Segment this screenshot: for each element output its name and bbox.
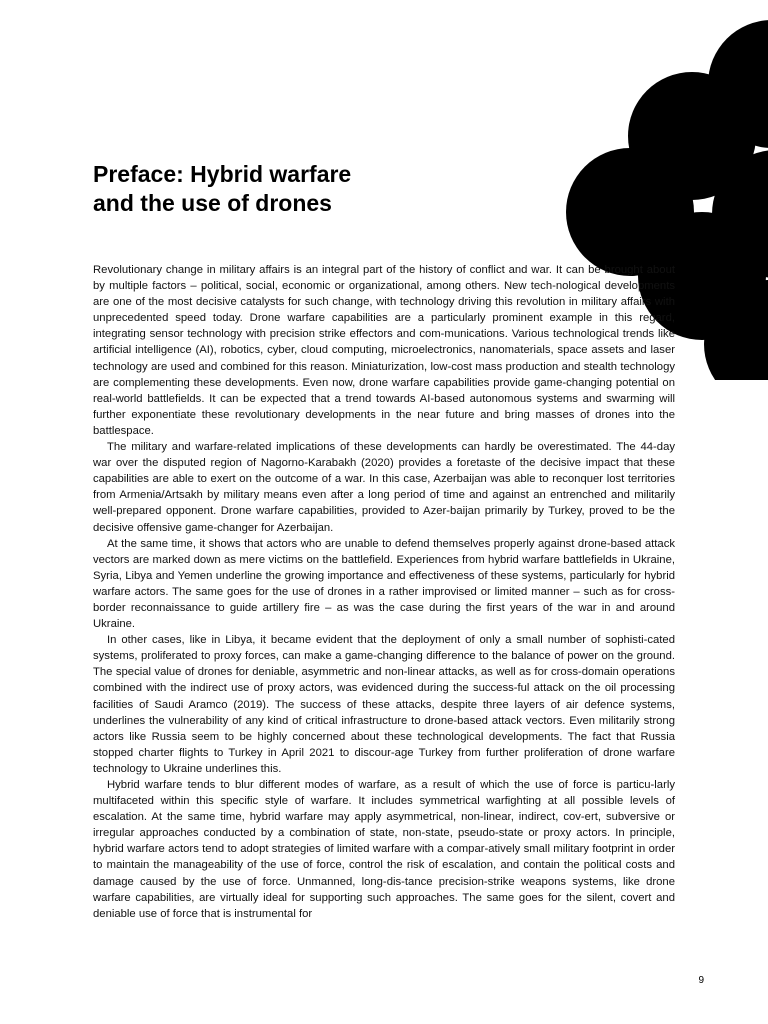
paragraph: Revolutionary change in military affairs is an integral part of the history of conflict and war. It can be brought about by multiple factors – political, social, economic or organizational, among others. New tech-nological developments are one of the most decisive catalysts for such change, with technology driving this revolution in military affairs with unprecedented speed today. Drone warfare capabilities are a particularly prominent example in this regard, integrating sensor technology with precision strike effectors and com-munications. Various technological trends like artificial intelligence (AI), robotics, cyber, cloud computing, microelectronics, nanomaterials, space assets and laser technology are used and combined for this reason. Miniaturization, low-cost mass production and stealth technology are complementing these developments. Even now, drone warfare capabilities provide game-changing potential on real-world battlefields. It can be expected that a trend towards AI-based autonomous systems and swarming will further exponentiate these revolutionary developments in the near future and bring masses of drones into the battlespace. bbox=[93, 264, 675, 437]
page-number: 9 bbox=[698, 975, 704, 986]
paragraph: In other cases, like in Libya, it became evident that the deployment of only a small number of sophisti-cated systems, proliferated to proxy forces, can make a game-changing difference to the balance of power on the ground. The special value of drones for deniable, asymmetric and non-linear attacks, as well as for cross-domain operations combined with the indirect use of proxy actors, was evidenced during the success-ful attack on the oil processing facilities of Saudi Aramco (2019). The success of these attacks, despite three layers of air defence systems, underlines the vulnerability of any kind of critical infrastructure to drone-based attack vectors. Even militarily strong actors like Russia seem to be highly concerned about these technological developments. The fact that Russia stopped charter flights to Turkey in April 2021 to discour-age Turkey from further proliferation of drone warfare technology to Ukraine underlines this. bbox=[93, 634, 675, 775]
page-title-line: Preface: Hybrid warfare bbox=[93, 161, 352, 187]
body-text bbox=[93, 262, 675, 922]
page-title-line: and the use of drones bbox=[93, 190, 332, 216]
page-title bbox=[93, 160, 533, 218]
paragraph: Hybrid warfare tends to blur different modes of warfare, as a result of which the use of force is particu-larly multifaceted within this specific style of warfare. It includes symmetrical warfighting at all possible levels of escalation. At the same time, hybrid warfare may apply asymmetrical, non-linear, indirect, cov-ert, subversive or irregular approaches conducted by a combination of state, non-state, pseudo-state or proxy actors. In principle, hybrid warfare actors tend to adopt strategies of limited warfare with a compar-atively small military footprint in order to maintain the manageability of the use of force, control the risk of escalation, and contain the political costs and damage caused by the use of force. Unmanned, long-dis-tance precision-strike weapons systems, like drone warfare capabilities, are virtually ideal for supporting such approaches. The same goes for the silent, covert and deniable use of force that is instrumental for bbox=[93, 779, 675, 920]
paragraph: At the same time, it shows that actors who are unable to defend themselves properly against drone-based attack vectors are marked down as mere victims on the battlefield. Experiences from hybrid warfare battlefields in Ukraine, Syria, Libya and Yemen underline the growing importance and effectiveness of these systems, particularly for hybrid warfare actors. The same goes for the use of drones in a rather improvised or limited manner – such as for cross-border reconnaissance to guide artillery fire – as was the case during the first years of the war in and around Ukraine. bbox=[93, 537, 675, 631]
paragraph: The military and warfare-related implications of these developments can hardly be overestimated. The 44-day war over the disputed region of Nagorno-Karabakh (2020) provides a foretaste of the decisive impact that these capabilities are able to exert on the outcome of a war. In this case, Azerbaijan was able to reconquer lost territories from Armenia/Artsakh by military means even after a long period of time and against an entrenched and militarily well-prepared opponent. Drone warfare capabilities, provided to Azer-baijan primarily by Turkey, proved to be the decisive offensive game-changer for Azerbaijan. bbox=[93, 441, 675, 534]
